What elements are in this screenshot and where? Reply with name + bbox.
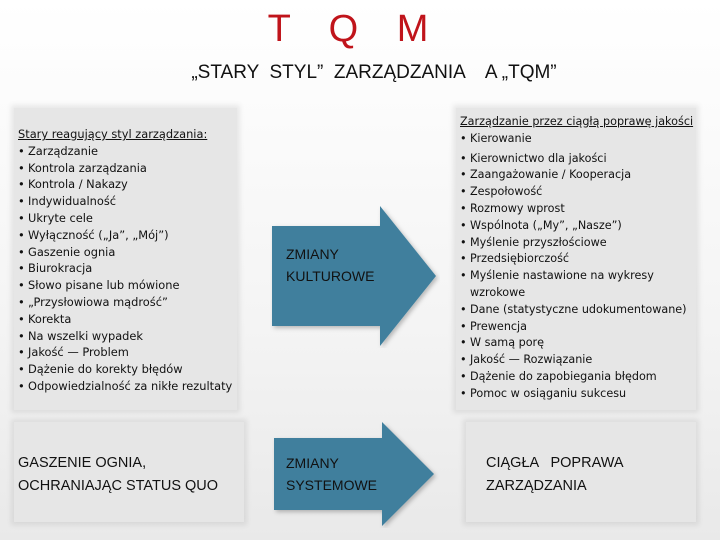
list-item: • Indywidualność — [18, 193, 240, 210]
old-result-label — [18, 452, 243, 498]
old-style-list — [18, 126, 240, 395]
arrow-label-line: ZMIANY — [286, 246, 339, 262]
list-item: • Zespołowość — [460, 184, 700, 201]
list-item: • Pomoc w osiąganiu sukcesu — [460, 386, 700, 403]
arrow-label-line: ZMIANY — [286, 455, 339, 471]
list-item: • Rozmowy wprost — [460, 201, 700, 218]
list-item: • Na wszelki wypadek — [18, 328, 240, 345]
list-item: • Kontrola zarządzania — [18, 160, 240, 177]
list-item: • „Przysłowiowa mądrość” — [18, 294, 240, 311]
list-item: • Prewencja — [460, 319, 700, 336]
tqm-heading: Zarządzanie przez ciągłą poprawę jakości — [460, 115, 694, 128]
list-item: • Wspólnota („My”, „Nasze”) — [460, 218, 700, 235]
list-item: • Przedsiębiorczość — [460, 251, 700, 268]
old-style-heading: Stary reagujący styl zarządzania: — [18, 127, 208, 141]
list-item: • Jakość — Rozwiązanie — [460, 352, 700, 369]
list-item: • Biurokracja — [18, 260, 240, 277]
list-item: • Gaszenie ognia — [18, 244, 240, 261]
old-result-line: GASZENIE OGNIA, — [18, 455, 147, 471]
list-item: • Ukryte cele — [18, 210, 240, 227]
tqm-result-line: CIĄGŁA POPRAWA — [486, 455, 624, 471]
list-item: • Dążenie do zapobiegania błędom — [460, 369, 700, 386]
tqm-result-label — [486, 452, 686, 498]
list-item: • Myślenie nastawione na wykresy wzrokowe — [460, 268, 675, 302]
list-item: • Słowo pisane lub mówione — [18, 277, 240, 294]
tqm-result-line: ZARZĄDZANIA — [486, 478, 587, 494]
system-change-label — [286, 452, 377, 496]
list-item: • Zarządzanie — [18, 143, 240, 160]
slide-subtitle: „STARY STYL” ZARZĄDZANIA A „TQM” — [191, 62, 557, 83]
list-item: • Dążenie do korekty błędów — [18, 361, 240, 378]
list-item: • Korekta — [18, 311, 240, 328]
list-item: • Zaangażowanie / Kooperacja — [460, 167, 700, 184]
list-item: • Kontrola / Nakazy — [18, 176, 240, 193]
list-item: • Jakość — Problem — [18, 344, 240, 361]
arrow-label-line: SYSTEMOWE — [286, 477, 378, 493]
list-item: • W samą porę — [460, 335, 700, 352]
old-result-line: OCHRANIAJĄC STATUS QUO — [18, 478, 219, 494]
list-item: • Kierowanie — [460, 131, 700, 148]
list-item: • Wyłączność („Ja”, „Mój”) — [18, 227, 240, 244]
cultural-change-label — [286, 243, 374, 287]
arrow-label-line: KULTUROWE — [286, 268, 375, 284]
list-item: • Dane (statystyczne udokumentowane) — [460, 302, 700, 319]
slide-title: T Q M — [267, 8, 443, 50]
list-item: • Myślenie przyszłościowe — [460, 235, 700, 252]
tqm-list — [460, 114, 700, 403]
list-item: • Kierownictwo dla jakości — [460, 151, 700, 168]
list-item: • Odpowiedzialność za nikłe rezultaty — [18, 378, 240, 395]
